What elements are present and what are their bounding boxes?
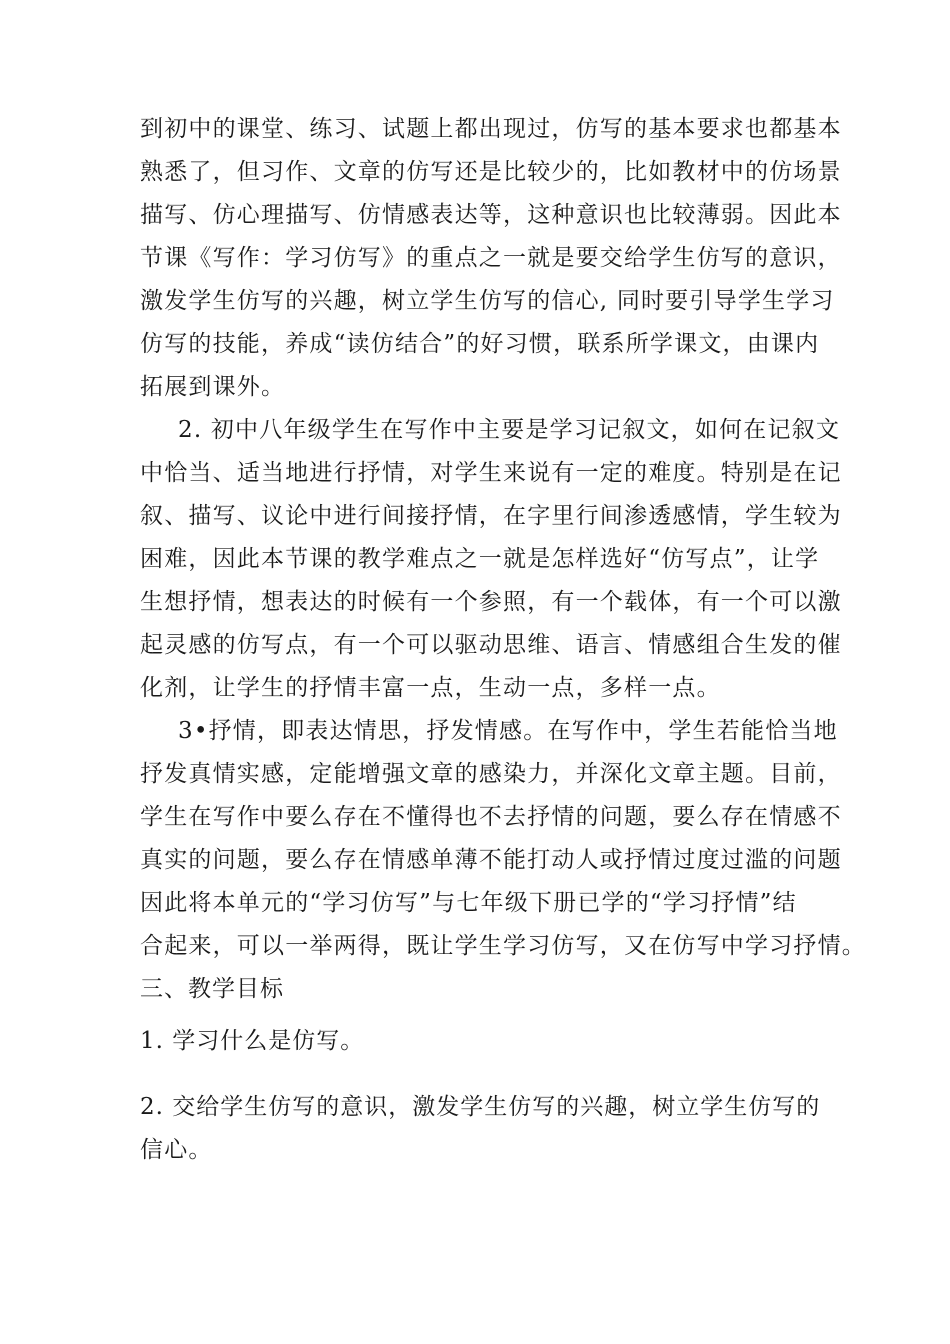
paragraph-line: 起灵感的仿写点，有一个可以驱动思维、语言、情感组合生发的催 — [140, 632, 842, 658]
paragraph-line: 信心。 — [140, 1137, 213, 1163]
paragraph-line: 2. 初中八年级学生在写作中主要是学习记叙文，如何在记叙文 — [178, 417, 841, 443]
paragraph-line: 3•抒情，即表达情思，抒发情感。在写作中，学生若能恰当地 — [178, 718, 838, 744]
paragraph-line: 困难，因此本节课的教学难点之一就是怎样选好“仿写点”，让学 — [140, 546, 820, 572]
paragraph-line: 熟悉了，但习作、文章的仿写还是比较少的，比如教材中的仿场景 — [140, 159, 842, 185]
paragraph-line: 学生在写作中要么存在不懂得也不去抒情的问题，要么存在情感不 — [140, 804, 842, 830]
paragraph-line: 生想抒情，想表达的时候有一个参照，有一个载体，有一个可以激 — [140, 589, 842, 615]
paragraph-line: 化剂，让学生的抒情丰富一点，生动一点，多样一点。 — [140, 675, 721, 701]
paragraph-line: 到初中的课堂、练习、试题上都出现过，仿写的基本要求也都基本 — [140, 116, 842, 142]
paragraph-line: 拓展到课外。 — [140, 374, 286, 400]
paragraph-line: 真实的问题，要么存在情感单薄不能打动人或抒情过度过滥的问题 — [140, 847, 842, 873]
paragraph-line: 叙、描写、议论中进行间接抒情，在字里行间渗透感情，学生较为 — [140, 503, 842, 529]
paragraph-line: 激发学生仿写的兴趣，树立学生仿写的信心, 同时要引导学生学习 — [140, 288, 835, 314]
paragraph-line: 合起来，可以一举两得，既让学生学习仿写，又在仿写中学习抒情。 — [140, 933, 866, 959]
list-item: 2. 交给学生仿写的意识，激发学生仿写的兴趣，树立学生仿写的 — [140, 1094, 821, 1120]
paragraph-line: 抒发真情实感，定能增强文章的感染力，并深化文章主题。目前， — [140, 761, 842, 787]
paragraph-line: 仿写的技能，养成“读仿结合”的好习惯，联系所学课文，由课内 — [140, 331, 820, 357]
paragraph-line: 因此将本单元的“学习仿写”与七年级下册已学的“学习抒情”结 — [140, 890, 797, 916]
paragraph-line: 描写、仿心理描写、仿情感表达等，这种意识也比较薄弱。因此本 — [140, 202, 842, 228]
list-item: 1. 学习什么是仿写。 — [140, 1028, 365, 1054]
paragraph-line: 节课《写作：学习仿写》的重点之一就是要交给学生仿写的意识， — [140, 245, 842, 271]
paragraph-line: 中恰当、适当地进行抒情，对学生来说有一定的难度。特别是在记 — [140, 460, 842, 486]
section-heading: 三、教学目标 — [140, 976, 284, 1002]
